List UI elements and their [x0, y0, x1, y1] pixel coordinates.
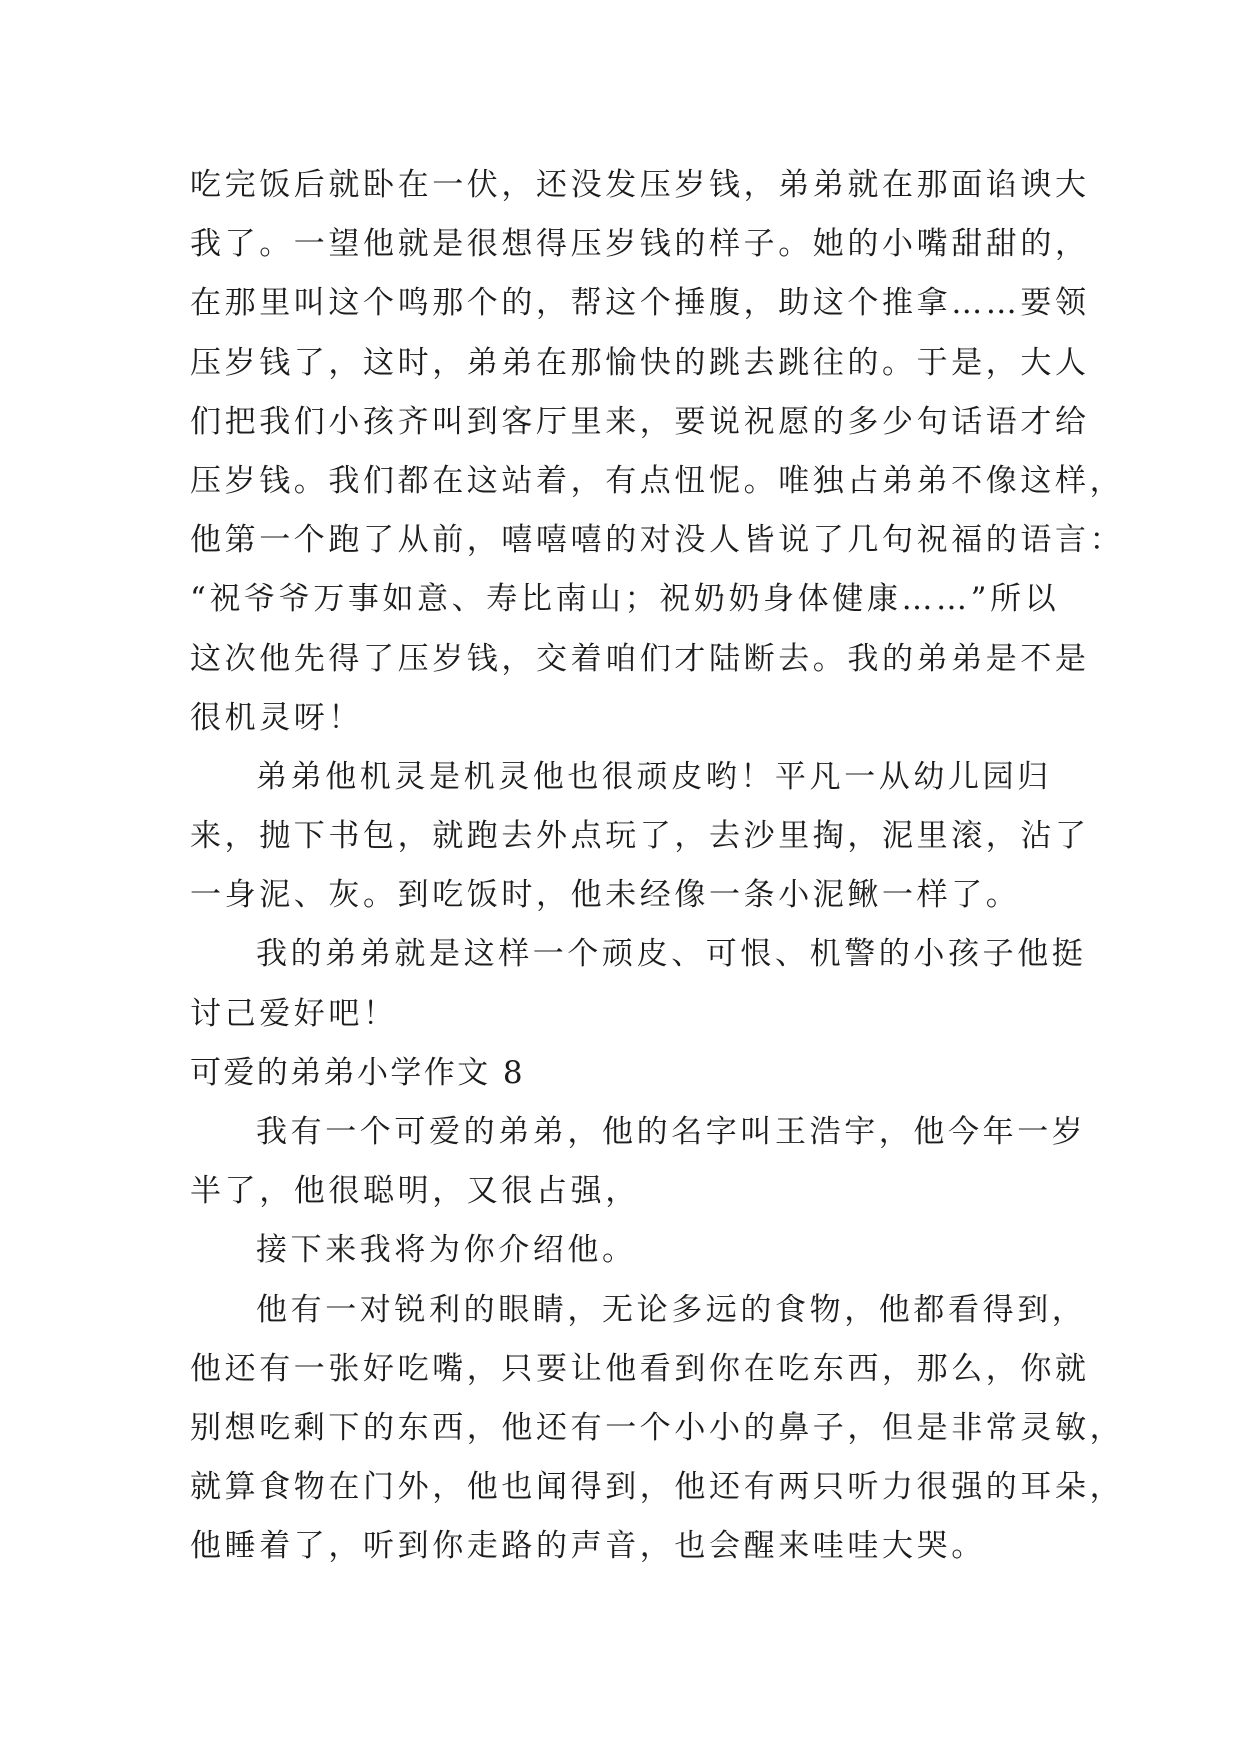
- text-line: 一身泥、灰。到吃饭时，他未经像一条小泥鳅一样了。: [190, 877, 1021, 914]
- text-line: 压岁钱。我们都在这站着，有点忸怩。唯独占弟弟不像这样，: [190, 462, 1125, 499]
- paragraph-start-line: 弟弟他机灵是机灵他也很顽皮哟！平凡一从幼儿园归: [256, 758, 1052, 795]
- text-line: 我了。一望他就是很想得压岁钱的样子。她的小嘴甜甜的，: [190, 226, 1090, 263]
- text-line: 来，抛下书包，就跑去外点玩了，去沙里掏，泥里滚，沾了: [190, 818, 1090, 855]
- text-line: 讨己爱好吧！: [190, 995, 398, 1032]
- paragraph-start-line: 我有一个可爱的弟弟，他的名字叫王浩宇，他今年一岁: [256, 1114, 1087, 1150]
- document-body: [190, 156, 1125, 1577]
- text-line: 他第一个跑了从前，嘻嘻嘻的对没人皆说了几句祝福的语言：: [190, 522, 1125, 559]
- text-line: 半了，他很聪明，又很占强，: [190, 1173, 640, 1210]
- text-line: 别想吃剩下的东西，他还有一个小小的鼻子，但是非常灵敏，: [190, 1409, 1125, 1446]
- section-heading: 可爱的弟弟小学作文 8: [190, 1054, 525, 1091]
- text-line: 他还有一张好吃嘴，只要让他看到你在吃东西，那么，你就: [190, 1350, 1090, 1387]
- text-line: 这次他先得了压岁钱，交着咱们才陆断去。我的弟弟是不是: [190, 640, 1090, 677]
- paragraph-start-line: 接下来我将为你介绍他。: [256, 1232, 637, 1269]
- text-line: 很机灵呀！: [190, 699, 363, 736]
- paragraph-start-line: 我的弟弟就是这样一个顽皮、可恨、机警的小孩子他挺: [256, 936, 1087, 973]
- text-line: 就算食物在门外，他也闻得到，他还有两只听力很强的耳朵，: [190, 1469, 1125, 1506]
- text-line: 他睡着了，听到你走路的声音，也会醒来哇哇大哭。: [190, 1528, 986, 1565]
- text-line: 们把我们小孩齐叫到客厅里来，要说祝愿的多少句话语才给: [190, 403, 1090, 440]
- text-line: 压岁钱了，这时，弟弟在那愉快的跳去跳往的。于是，大人: [190, 344, 1090, 381]
- text-line: 在那里叫这个鸣那个的，帮这个捶腹，助这个推拿……要领: [190, 285, 1090, 322]
- text-line: “祝爷爷万事如意、寿比南山；祝奶奶身体健康……”所以: [190, 581, 1060, 618]
- text-line: 吃完饭后就卧在一伏，还没发压岁钱，弟弟就在那面谄谀大: [190, 167, 1090, 203]
- paragraph-start-line: 他有一对锐利的眼睛，无论多远的食物，他都看得到，: [256, 1291, 1087, 1328]
